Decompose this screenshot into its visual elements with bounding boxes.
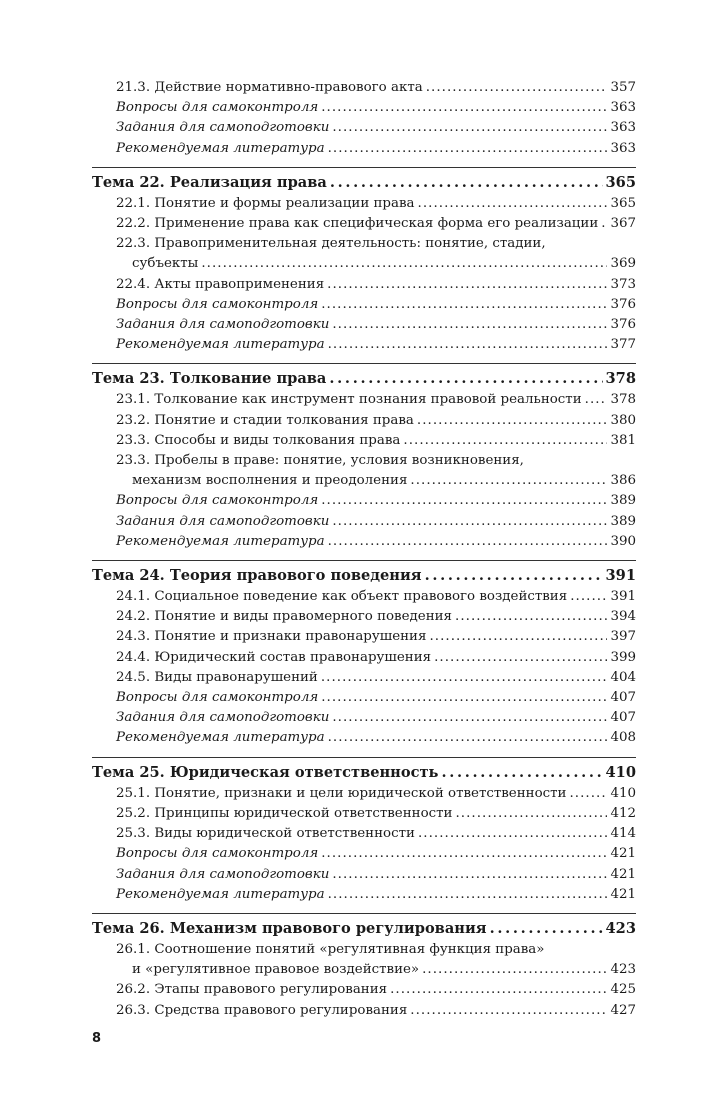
toc-entry-title: Вопросы для самоконтроля: [116, 100, 319, 116]
toc-entry-22-2: [92, 214, 636, 234]
toc-entry-24-2: [92, 607, 636, 627]
toc-entry-page: 397: [610, 629, 636, 645]
toc-topic-title: Тема 22. Реализация права: [92, 173, 327, 191]
toc-entry-title: Рекомендуемая литература: [116, 886, 325, 902]
toc-entry-21-questions: [92, 98, 636, 118]
toc-entry-23-4: [92, 471, 636, 491]
toc-entry-page: 376: [610, 296, 636, 312]
toc-entry-page: 376: [610, 317, 636, 333]
toc-entry-page: 357: [610, 80, 636, 95]
toc-entry-title: 23.2. Понятие и стадии толкования права: [116, 412, 414, 428]
toc-entry-23-1: [92, 390, 636, 410]
toc-entry-title: Рекомендуемая литература: [116, 140, 325, 156]
toc-entry-25-3: [92, 824, 636, 844]
toc-entry-title: 22.4. Акты правоприменения: [116, 276, 325, 292]
toc-entry-title: Рекомендуемая литература: [116, 533, 325, 549]
toc-topic-22: [92, 167, 636, 194]
toc-entry-title: субъекты: [132, 256, 199, 272]
toc-entry-title: Вопросы для самоконтроля: [116, 493, 319, 509]
toc-entry-page: 377: [610, 337, 636, 353]
toc-entry-title: 24.5. Виды правонарушений: [116, 669, 318, 685]
toc-entry-title: 25.1. Понятие, признаки и цели юридической ответственности: [116, 785, 567, 801]
toc-entry-title: 23.1. Толкование как инструмент познания правовой реальности: [116, 392, 582, 408]
toc-entry-title: Задания для самоподготовки: [116, 710, 330, 726]
toc-entry-23-literature: [92, 532, 636, 552]
toc-entry-page: 425: [610, 982, 636, 998]
toc-entry-title: Рекомендуемая литература: [116, 730, 325, 746]
toc-entry-26-3: [92, 1001, 636, 1021]
toc-entry-title: 23.3. Способы и виды толкования права: [116, 432, 401, 448]
toc-entry-page: 394: [610, 609, 636, 625]
toc-entry-23-3: [92, 431, 636, 451]
toc-entry-22-questions: [92, 295, 636, 315]
toc-entry-page: 380: [610, 412, 636, 428]
toc-entry-21-literature: [92, 139, 636, 159]
toc-entry-page: 386: [610, 473, 636, 489]
toc-entry-title: Рекомендуемая литература: [116, 337, 325, 353]
toc-topic-page: 365: [605, 173, 636, 191]
toc-entry-26-1: [92, 960, 636, 980]
toc-entry-22-literature: [92, 335, 636, 355]
toc-entry-26-2: [92, 980, 636, 1000]
toc-entry-22-3: [92, 254, 636, 274]
toc-topic-page: 391: [605, 567, 636, 585]
toc-entry-page: 408: [610, 730, 636, 746]
toc-entry-title: 24.2. Понятие и виды правомерного поведения: [116, 609, 452, 625]
toc-entry-25-questions: [92, 844, 636, 864]
toc-entry-25-1: [92, 784, 636, 804]
toc-topic-title: Тема 25. Юридическая ответственность: [92, 763, 439, 781]
toc-entry-title: 24.1. Социальное поведение как объект правового воздействия: [116, 589, 568, 605]
toc-entry-page: 373: [610, 276, 636, 292]
toc-entry-24-questions: [92, 688, 636, 708]
toc-entry-page: 367: [610, 216, 636, 232]
toc-topic-26: [92, 913, 636, 940]
toc-entry-page: 389: [610, 493, 636, 509]
toc-entry-title: Задания для самоподготовки: [116, 513, 330, 529]
toc-entry-page: 404: [610, 669, 636, 685]
toc-entry-page: 363: [610, 120, 636, 136]
toc-entry-page: 414: [610, 826, 636, 842]
toc-entry-page: 423: [610, 962, 636, 978]
toc-entry-page: 365: [610, 195, 636, 211]
toc-entry-page: 399: [610, 649, 636, 665]
toc-entry-title: 22.2. Применение права как специфическая форма его реализации: [116, 216, 599, 232]
toc-entry-24-tasks: [92, 708, 636, 728]
toc-entry-22-1: [92, 194, 636, 214]
toc-entry-page: 363: [610, 140, 636, 156]
toc-entry-title: механизм восполнения и преодоления: [132, 473, 408, 489]
toc-entry-25-literature: [92, 885, 636, 905]
toc-entry-22-4: [92, 275, 636, 295]
toc-entry-title: Задания для самоподготовки: [116, 317, 330, 333]
toc-entry-22-3-line1: 22.3. Правоприменительная деятельность: понятие, стадии,: [116, 236, 546, 252]
toc-entry-page: 421: [610, 886, 636, 902]
toc-entry-title: 22.1. Понятие и формы реализации права: [116, 195, 415, 211]
toc-entry-page: 421: [610, 846, 636, 862]
toc-entry-23-2: [92, 411, 636, 431]
toc-entry-title: 24.4. Юридический состав правонарушения: [116, 649, 432, 665]
toc-entry-21-tasks: [92, 118, 636, 138]
table-of-contents: [92, 78, 636, 1021]
toc-entry-24-1: [92, 587, 636, 607]
toc-entry-page: 410: [610, 785, 636, 801]
toc-entry-title: Задания для самоподготовки: [116, 866, 330, 882]
toc-entry-page: 407: [610, 710, 636, 726]
toc-topic-title: Тема 26. Механизм правового регулирования: [92, 919, 487, 937]
toc-entry-title: Вопросы для самоконтроля: [116, 690, 319, 706]
toc-entry-title: 24.3. Понятие и признаки правонарушения: [116, 629, 427, 645]
toc-entry-22-tasks: [92, 315, 636, 335]
toc-entry-page: 427: [610, 1002, 636, 1018]
toc-entry-26-1-line1: 26.1. Соотношение понятий «регулятивная функция права»: [116, 941, 545, 957]
toc-entry-page: 391: [610, 589, 636, 605]
toc-topic-23: [92, 363, 636, 390]
toc-entry-23-questions: [92, 491, 636, 511]
toc-topic-page: 423: [605, 919, 636, 937]
toc-entry-title: Задания для самоподготовки: [116, 120, 330, 136]
page-number: 8: [92, 1031, 102, 1046]
toc-entry-title: 21.3. Действие нормативно-правового акта: [116, 80, 423, 95]
toc-entry-page: 378: [610, 392, 636, 408]
toc-entry-21-3: [92, 78, 636, 98]
toc-entry-page: 390: [610, 533, 636, 549]
toc-entry-page: 381: [610, 432, 636, 448]
toc-entry-25-2: [92, 804, 636, 824]
toc-entry-title: Вопросы для самоконтроля: [116, 296, 319, 312]
toc-entry-page: 407: [610, 690, 636, 706]
toc-entry-24-literature: [92, 728, 636, 748]
toc-entry-title: 26.3. Средства правового регулирования: [116, 1002, 408, 1018]
toc-topic-25: [92, 757, 636, 784]
toc-entry-page: 369: [610, 256, 636, 272]
toc-entry-title: и «регулятивное правовое воздействие»: [132, 962, 420, 978]
toc-entry-page: 412: [610, 805, 636, 821]
toc-entry-page: 421: [610, 866, 636, 882]
toc-topic-24: [92, 560, 636, 587]
toc-entry-25-tasks: [92, 865, 636, 885]
toc-entry-title: Вопросы для самоконтроля: [116, 846, 319, 862]
toc-entry-title: 25.2. Принципы юридической ответственности: [116, 805, 453, 821]
toc-topic-page: 410: [605, 763, 636, 781]
toc-entry-page: 389: [610, 513, 636, 529]
toc-entry-23-4-line1: 23.3. Пробелы в праве: понятие, условия возникновения,: [116, 453, 524, 469]
toc-entry-24-4: [92, 648, 636, 668]
toc-entry-24-3: [92, 627, 636, 647]
toc-topic-title: Тема 23. Толкование права: [92, 370, 327, 388]
toc-topic-title: Тема 24. Теория правового поведения: [92, 567, 422, 585]
toc-entry-title: 26.2. Этапы правового регулирования: [116, 982, 388, 998]
toc-topic-page: 378: [605, 370, 636, 388]
toc-entry-title: 25.3. Виды юридической ответственности: [116, 826, 415, 842]
toc-entry-page: 363: [610, 100, 636, 116]
toc-entry-24-5: [92, 668, 636, 688]
toc-entry-23-tasks: [92, 512, 636, 532]
